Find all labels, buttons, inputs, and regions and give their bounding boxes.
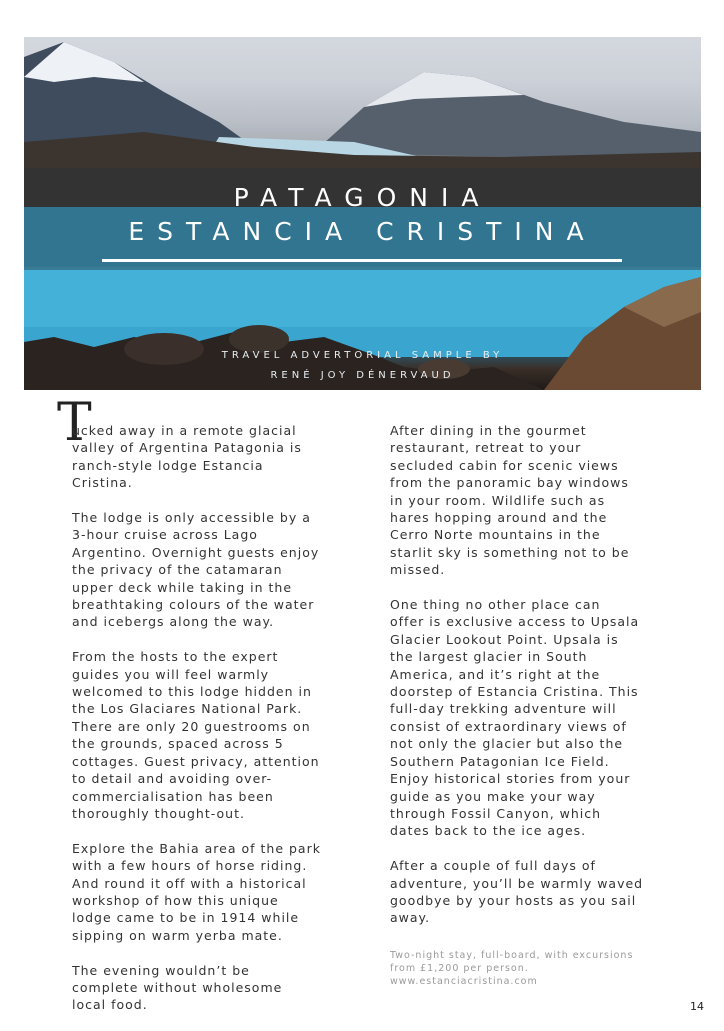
article-column-left [72, 422, 347, 1031]
drop-cap: T [57, 393, 92, 453]
hero-photo [24, 37, 701, 390]
paragraph: From the hosts to the expert guides you will feel warmly welcomed to this lodge hidden in the Los Glaciares National Park. There are only 20 guestrooms on the grounds, spaced across 5 cottages. Guest privacy, attention to detail and avoiding over- commercialisation has been thoroughly thought-out. [72, 649, 320, 821]
title-line-1: PATAGONIA [233, 183, 492, 212]
article-column-right [390, 422, 665, 944]
byline-line-2: RENÉ JOY DÉNERVAUD [270, 370, 455, 381]
paragraph: The lodge is only accessible by a 3-hour cruise across Lago Argentino. Overnight guests enjoy the privacy of the catamaran upper deck while taking in the breathtaking colours of the water and icebergs along the way. [72, 510, 320, 630]
title-line-2: ESTANCIA CRISTINA [128, 217, 597, 246]
paragraph: ucked away in a remote glacial valley of Argentina Patagonia is ranch-style lodge Estancia Cristina. [72, 423, 302, 491]
paragraph: After dining in the gourmet restaurant, retreat to your secluded cabin for scenic views from the panoramic bay windows in your room. Wildlife such as hares hopping around and the Cerro Norte mountains in the starlit sky is something not to be missed. [390, 423, 630, 578]
page-number: 14 [690, 1000, 704, 1013]
byline-line-1: TRAVEL ADVERTORIAL SAMPLE BY [221, 350, 504, 361]
paragraph: Explore the Bahia area of the park with a few hours of horse riding. And round it off with a historical workshop of how this unique lodge came to be in 1914 while sipping on warm yerba mate. [72, 840, 321, 943]
footnote: Two-night stay, full-board, with excursions from £1,200 per person. www.estanciacristina.com [390, 950, 634, 987]
paragraph: After a couple of full days of adventure, you’ll be warmly waved goodbye by your hosts as you sail away. [390, 858, 644, 926]
paragraph: The evening wouldn’t be complete without wholesome local food. [72, 962, 283, 1013]
paragraph: One thing no other place can offer is exclusive access to Upsala Glacier Lookout Point. Upsala is the largest glacier in South America, and it’s right at the doorstep of Estancia Cristina. This full-day trekking adventure will consist of extraordinary views of not only the glacier but also the Southern Patagonian Ice Field. Enjoy historical stories from your guide as you make your way through Fossil Canyon, which dates back to the ice ages. [390, 597, 640, 839]
title-divider [102, 259, 622, 262]
